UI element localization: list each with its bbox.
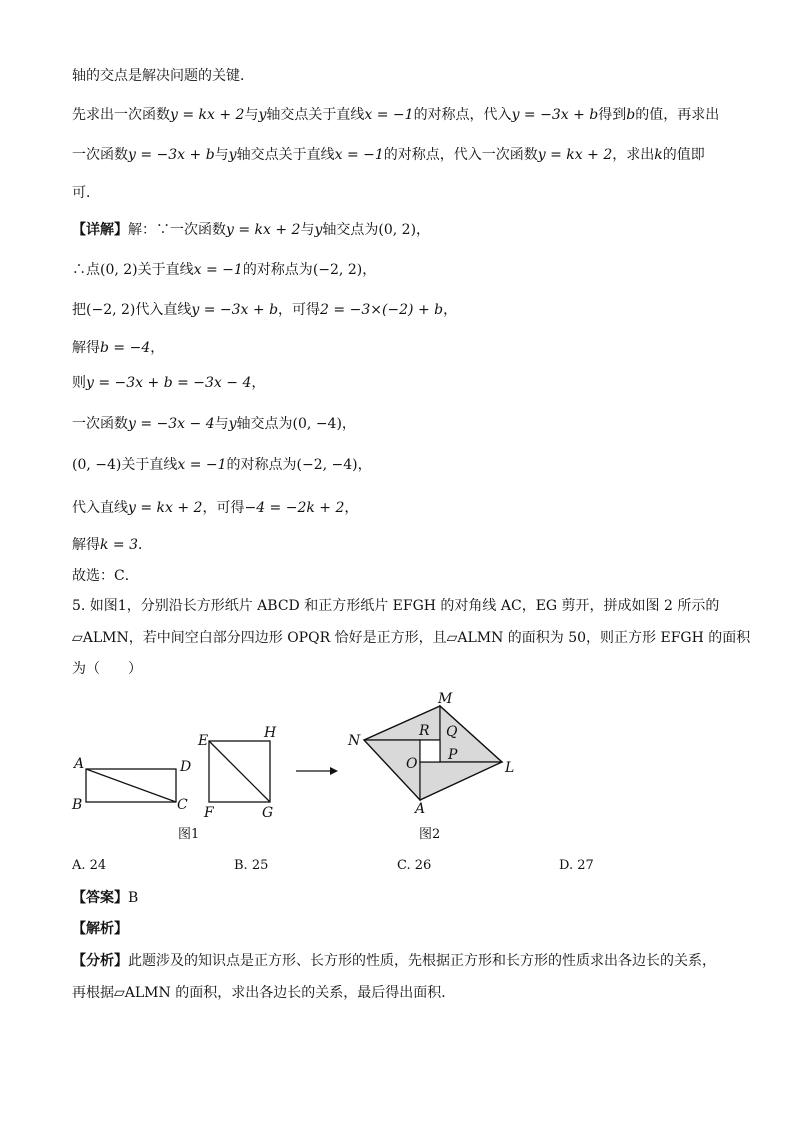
point-a-label: A [74, 756, 85, 772]
point-g-label: G [262, 805, 274, 821]
point-r-label: R [419, 723, 430, 739]
answer-line [72, 889, 732, 907]
detail-line-9: 解得k = 3． [72, 537, 153, 553]
figure-1 [71, 725, 277, 842]
detail-line-3: 把(−2, 2)代入直线y = −3x + b，可得2 = −3×(−2) + b， [72, 302, 458, 318]
answer-value: B [128, 890, 139, 906]
fenxi-line-2: 再根据▱ALMN 的面积，求出各边长的关系，最后得出面积． [72, 985, 456, 1001]
diagonal-ac [86, 769, 176, 802]
text-line-3: 一次函数y = −3x + b与y轴交点关于直线x = −1的对称点，代入一次函数y = kx + 2，求出k的值即 [72, 147, 705, 163]
detail-line-5: 则y = −3x + b = −3x − 4， [72, 375, 266, 391]
point-n-label: N [348, 733, 361, 749]
detail-label: 【详解】 [72, 222, 128, 238]
detail-line-1: 【详解】解：∵一次函数y = kx + 2与y轴交点为(0, 2)， [72, 222, 431, 238]
diagonal-eg [209, 741, 270, 802]
point-q-label: Q [446, 724, 458, 740]
point-l-label: L [505, 760, 515, 776]
point-f-label: F [204, 805, 214, 821]
detail-line-6: 一次函数y = −3x − 4与y轴交点为(0, −4)， [72, 416, 356, 432]
point-b-label: B [72, 797, 83, 813]
choice-line: 故选：C． [72, 568, 139, 584]
caption-figure-2: 图2 [419, 827, 441, 842]
option-c[interactable]: C. 26 [397, 858, 432, 873]
square-opqr [420, 740, 440, 762]
text-line-2: 先求出一次函数y = kx + 2与y轴交点关于直线x = −1的对称点，代入y = −3x + b得到b的值，再求出 [72, 107, 720, 123]
question-5-line-1: 5. 如图1，分别沿长方形纸片 ABCD 和正方形纸片 EFGH 的对角线 AC，EG 剪开，拼成如图 2 所示的 [72, 598, 720, 614]
option-d[interactable]: D. 27 [559, 858, 594, 873]
point-a2-label: A [415, 801, 426, 817]
analysis-heading: 【解析】 [72, 921, 128, 937]
detail-line-2: ∴点(0, 2)关于直线x = −1的对称点为(−2, 2)， [72, 262, 377, 278]
point-m-label: M [438, 691, 453, 707]
fenxi-label: 【分析】 [72, 953, 128, 969]
option-a[interactable]: A. 24 [72, 858, 107, 873]
option-b[interactable]: B. 25 [234, 858, 269, 873]
question-5-line-3: 为（ ） [72, 661, 142, 677]
detail-line-7: (0, −4)关于直线x = −1的对称点为(−2, −4)， [72, 457, 372, 473]
point-c-label: C [177, 797, 188, 813]
point-o-label: O [406, 756, 418, 772]
arrow-icon [296, 767, 338, 775]
caption-figure-1: 图1 [178, 827, 200, 842]
text-line-1: 轴的交点是解决问题的关键． [72, 68, 254, 84]
point-p-label: P [448, 747, 458, 763]
answer-label: 【答案】 [72, 890, 128, 906]
detail-line-8: 代入直线y = kx + 2，可得−4 = −2k + 2， [72, 500, 359, 516]
point-h-label: H [264, 725, 277, 741]
detail-line-4: 解得b = −4， [72, 340, 165, 356]
fenxi-line-1: 【分析】此题涉及的知识点是正方形、长方形的性质，先根据正方形和长方形的性质求出各边长的关系， [72, 953, 716, 969]
point-d-label: D [180, 759, 192, 775]
point-e-label: E [198, 733, 209, 749]
figure-2 [347, 691, 514, 842]
question-5-line-2: ▱ALMN，若中间空白部分四边形 OPQR 恰好是正方形，且▱ALMN 的面积为 50，则正方形 EFGH 的面积 [72, 630, 751, 646]
text-line-4: 可． [72, 185, 100, 201]
